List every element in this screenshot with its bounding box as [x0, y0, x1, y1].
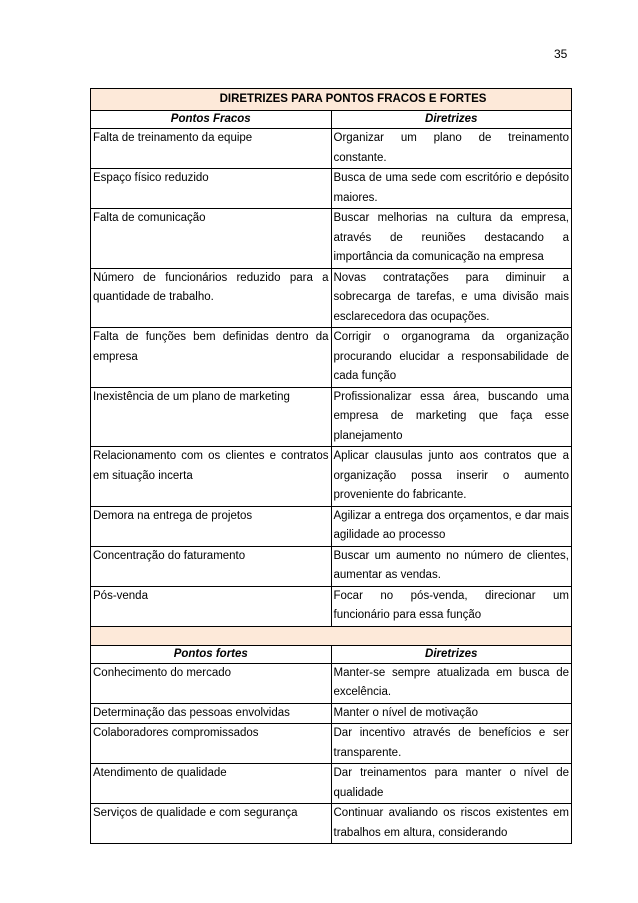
guideline: Buscar melhorias na cultura da empresa, através de reuniões destacando a importância da comunicação na empresa [331, 209, 572, 269]
weak-point: Falta de funções bem definidas dentro da empresa [91, 328, 332, 388]
guideline: Aplicar clausulas junto aos contratos que a organização possa inserir o aumento proveniente do fabricante. [331, 447, 572, 507]
strong-point: Serviços de qualidade e com segurança [91, 804, 332, 844]
table-row [91, 586, 572, 626]
guideline: Organizar um plano de treinamento constante. [331, 129, 572, 169]
strong-points-header: Pontos fortes [91, 645, 332, 663]
table-row [91, 328, 572, 388]
table-row [91, 387, 572, 447]
guideline: Novas contratações para diminuir a sobrecarga de tarefas, e uma divisão mais esclarecedora das ocupações. [331, 268, 572, 328]
table-row [91, 506, 572, 546]
weak-point: Concentração do faturamento [91, 546, 332, 586]
guidelines-table [90, 88, 572, 844]
table-row [91, 724, 572, 764]
weak-point: Relacionamento com os clientes e contratos em situação incerta [91, 447, 332, 507]
strong-point: Atendimento de qualidade [91, 764, 332, 804]
table-row [91, 268, 572, 328]
strong-point: Conhecimento do mercado [91, 663, 332, 703]
weak-point: Inexistência de um plano de marketing [91, 387, 332, 447]
guideline: Profissionalizar essa área, buscando uma empresa de marketing que faça esse planejamento [331, 387, 572, 447]
guideline: Manter o nível de motivação [331, 703, 572, 724]
section-divider-row [91, 626, 572, 645]
weak-point: Falta de treinamento da equipe [91, 129, 332, 169]
table-row [91, 663, 572, 703]
guideline: Focar no pós-venda, direcionar um funcionário para essa função [331, 586, 572, 626]
table-row [91, 209, 572, 269]
guideline: Dar incentivo através de benefícios e ser transparente. [331, 724, 572, 764]
table-row [91, 169, 572, 209]
guideline: Agilizar a entrega dos orçamentos, e dar mais agilidade ao processo [331, 506, 572, 546]
table-title-row [91, 89, 572, 111]
guideline: Manter-se sempre atualizada em busca de excelência. [331, 663, 572, 703]
table-row [91, 804, 572, 844]
weak-points-header: Pontos Fracos [91, 111, 332, 129]
table-row [91, 129, 572, 169]
guideline: Continuar avaliando os riscos existentes em trabalhos em altura, considerando [331, 804, 572, 844]
weak-point: Pós-venda [91, 586, 332, 626]
strong-point: Determinação das pessoas envolvidas [91, 703, 332, 724]
weak-header-row [91, 111, 572, 129]
table-row [91, 447, 572, 507]
guideline: Busca de uma sede com escritório e depósito maiores. [331, 169, 572, 209]
strong-header-row [91, 645, 572, 663]
weak-guidelines-header: Diretrizes [331, 111, 572, 129]
table-row [91, 546, 572, 586]
table-title: DIRETRIZES PARA PONTOS FRACOS E FORTES [91, 89, 572, 111]
table-row [91, 703, 572, 724]
section-divider [91, 626, 572, 645]
strong-guidelines-header: Diretrizes [331, 645, 572, 663]
strong-point: Colaboradores compromissados [91, 724, 332, 764]
weak-point: Demora na entrega de projetos [91, 506, 332, 546]
weak-point: Número de funcionários reduzido para a quantidade de trabalho. [91, 268, 332, 328]
weak-point: Espaço físico reduzido [91, 169, 332, 209]
table-row [91, 764, 572, 804]
guideline: Corrigir o organograma da organização procurando elucidar a responsabilidade de cada função [331, 328, 572, 388]
weak-point: Falta de comunicação [91, 209, 332, 269]
page-number: 35 [554, 47, 568, 61]
guideline: Buscar um aumento no número de clientes, aumentar as vendas. [331, 546, 572, 586]
guideline: Dar treinamentos para manter o nível de qualidade [331, 764, 572, 804]
